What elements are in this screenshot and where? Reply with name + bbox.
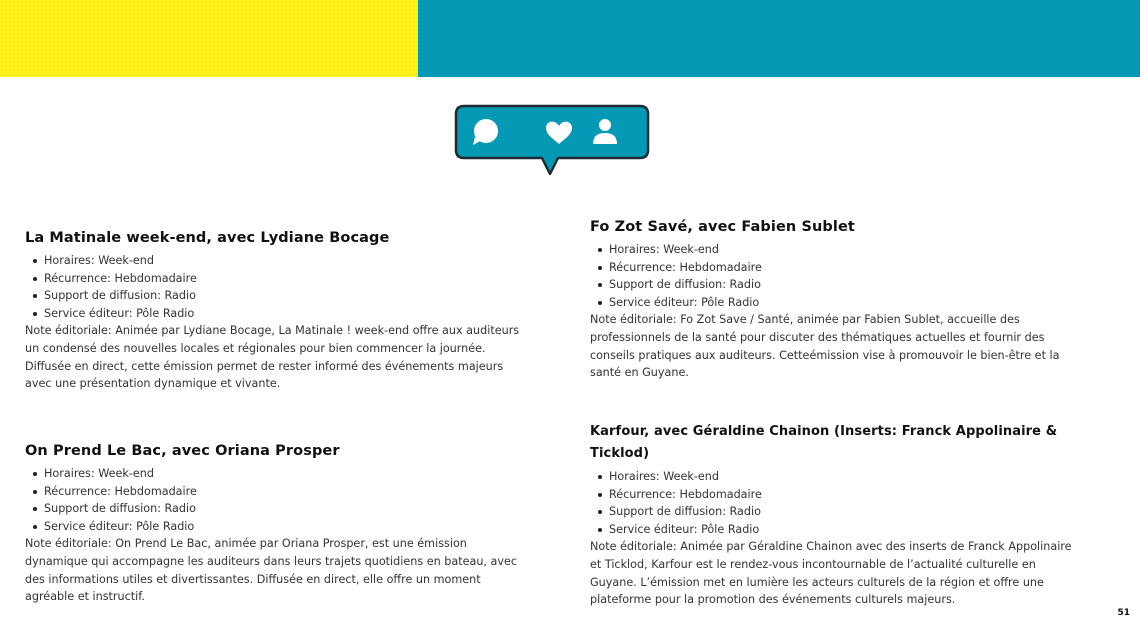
show-section-matinale	[25, 228, 525, 393]
detail-publisher: Service éditeur: Pôle Radio	[44, 305, 525, 323]
detail-broadcast-medium: Support de diffusion: Radio	[609, 503, 1075, 521]
editorial-note: Note éditoriale: Fo Zot Save / Santé, animée par Fabien Sublet, accueille des professionnels de la santé pour discuter des thématiques actuelles et fournir des conseils pratiques aux auditeurs. Cetteémission vise à promouvoir le bien-être et la santé en Guyane.	[590, 313, 1060, 380]
show-section-karfour	[590, 421, 1075, 609]
detail-schedule: Horaires: Week-end	[44, 465, 525, 483]
show-section-fo-zot-save	[590, 217, 1075, 382]
detail-recurrence: Récurrence: Hebdomadaire	[44, 483, 525, 501]
detail-schedule: Horaires: Week-end	[44, 252, 525, 270]
editorial-note: Note éditoriale: Animée par Lydiane Bocage, La Matinale ! week-end offre aux auditeurs un condensé des nouvelles locales et régionales pour bien commencer la journée. Diffusée en direct, cette émission permet de rester informé des événements majeurs avec une présentation dynamique et vivante.	[25, 324, 520, 391]
detail-schedule: Horaires: Week-end	[609, 241, 1075, 259]
social-notification-bubble	[454, 104, 650, 178]
show-title: Karfour, avec Géraldine Chainon (Inserts: Franck Appolinaire & Ticklod)	[590, 424, 1058, 461]
page-number: 51	[1117, 608, 1130, 618]
show-details-list	[25, 465, 525, 535]
show-title: On Prend Le Bac, avec Oriana Prosper	[25, 443, 340, 459]
editorial-note: Note éditoriale: On Prend Le Bac, animée par Oriana Prosper, est une émission dynamique qui accompagne les auditeurs dans leurs trajets quotidiens en bateau, avec des informations utiles et divertissantes. Diffusée en direct, elle offre un moment agréable et instructif.	[25, 537, 518, 604]
detail-broadcast-medium: Support de diffusion: Radio	[44, 287, 525, 305]
detail-recurrence: Récurrence: Hebdomadaire	[609, 486, 1075, 504]
detail-recurrence: Récurrence: Hebdomadaire	[44, 270, 525, 288]
header-blue-band	[418, 0, 1140, 77]
show-title: La Matinale week-end, avec Lydiane Bocage	[25, 230, 390, 246]
show-details-list	[590, 468, 1075, 538]
editorial-note: Note éditoriale: Animée par Géraldine Chainon avec des inserts de Franck Appolinaire et Ticklod, Karfour est le rendez-vous incontournable de l’actualité culturelle en Guyane. L’émission met en lumière les acteurs culturels de la région et offre une plateforme pour la promotion des événements culturels majeurs.	[590, 540, 1072, 607]
show-details-list	[25, 252, 525, 322]
detail-publisher: Service éditeur: Pôle Radio	[609, 294, 1075, 312]
detail-recurrence: Récurrence: Hebdomadaire	[609, 259, 1075, 277]
detail-publisher: Service éditeur: Pôle Radio	[44, 518, 525, 536]
detail-publisher: Service éditeur: Pôle Radio	[609, 521, 1075, 539]
show-title: Fo Zot Savé, avec Fabien Sublet	[590, 219, 855, 235]
show-details-list	[590, 241, 1075, 311]
show-section-on-prend-le-bac	[25, 441, 525, 606]
detail-schedule: Horaires: Week-end	[609, 468, 1075, 486]
detail-broadcast-medium: Support de diffusion: Radio	[609, 276, 1075, 294]
header-yellow-band	[0, 0, 418, 77]
detail-broadcast-medium: Support de diffusion: Radio	[44, 500, 525, 518]
